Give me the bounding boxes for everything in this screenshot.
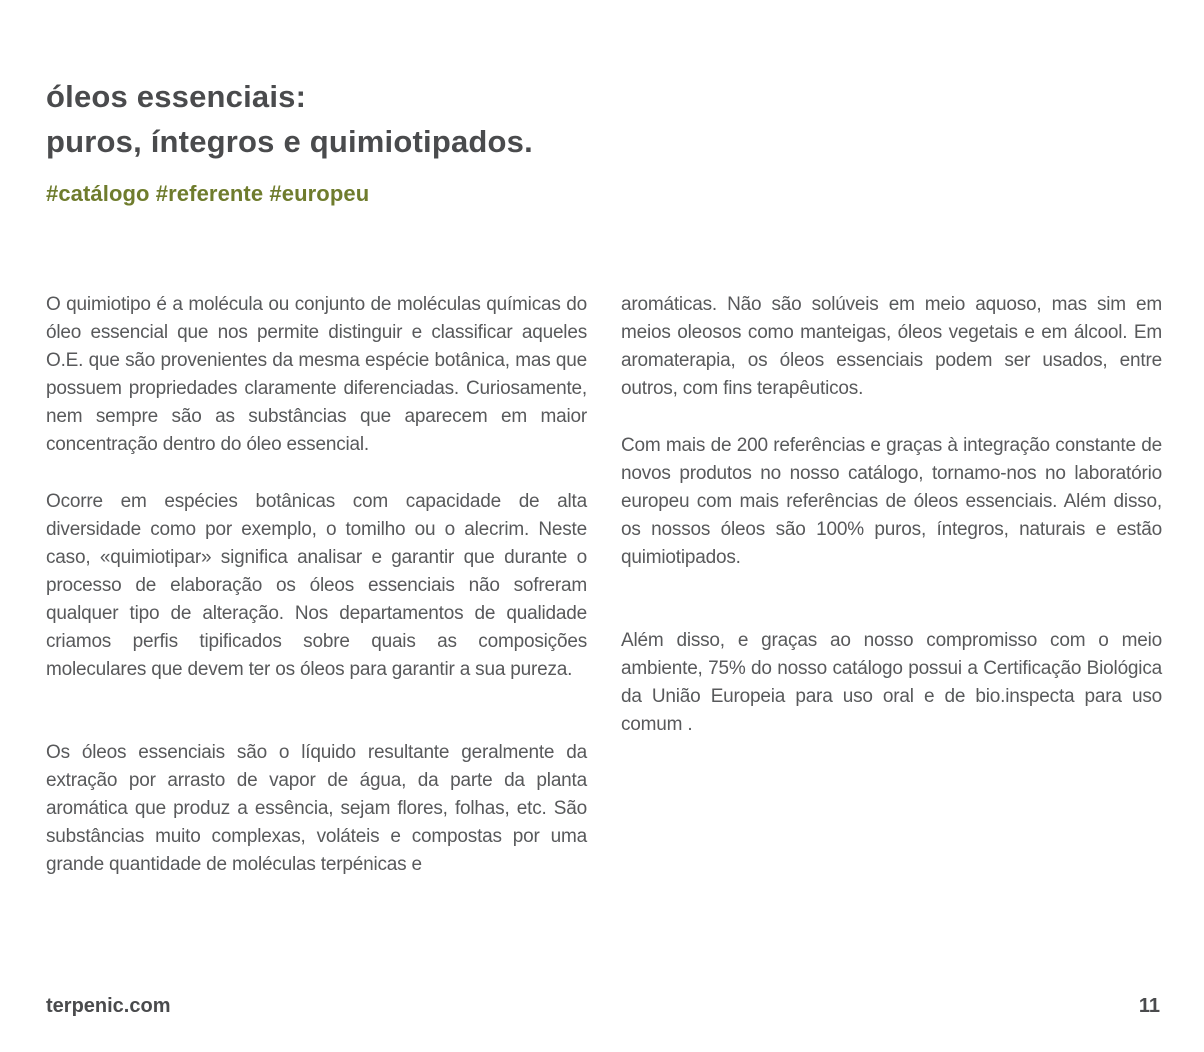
hashtags: #catálogo #referente #europeu bbox=[46, 181, 370, 206]
body-paragraph: Os óleos essenciais são o líquido resultante geralmente da extração por arrasto de vapor de água, da parte da planta aromática que produz a essência, sejam flores, folhas, etc. São substâncias muito complexas, voláteis e compostas por uma grande quantidade de moléculas terpénicas e bbox=[46, 742, 587, 875]
body-paragraph: Ocorre em espécies botânicas com capacidade de alta diversidade como por exemplo, o tomilho ou o alecrim. Neste caso, «quimiotipar» significa analisar e garantir que durante o processo de elaboração os óleos essenciais não sofreram qualquer tipo de alteração. Nos departamentos de qualidade criamos perfis tipificados sobre quais as composições moleculares que devem ter os óleos para garantir a sua pureza. bbox=[46, 491, 587, 680]
page-title bbox=[46, 74, 533, 164]
body-paragraph: Além disso, e graças ao nosso compromisso com o meio ambiente, 75% do nosso catálogo possui a Certificação Biológica da União Europeia para uso oral e de bio.inspecta para uso comum . bbox=[621, 630, 1162, 735]
body-paragraph: O quimiotipo é a molécula ou conjunto de moléculas químicas do óleo essencial que nos permite distinguir e classificar aqueles O.E. que são provenientes da mesma espécie botânica, mas que possuem propriedades claramente diferenciadas. Curiosamente, nem sempre são as substâncias que aparecem em maior concentração dentro do óleo essencial. bbox=[46, 294, 587, 455]
website-label: terpenic.com bbox=[46, 995, 171, 1017]
page-footer bbox=[46, 995, 1160, 1018]
left-column bbox=[46, 291, 587, 879]
body-paragraph: aromáticas. Não são solúveis em meio aquoso, mas sim em meios oleosos como manteigas, óleos vegetais e em álcool. Em aromaterapia, os óleos essenciais podem ser usados, entre outros, com fins terapêuticos. bbox=[621, 294, 1162, 399]
page-title-line2: puros, íntegros e quimiotipados. bbox=[46, 124, 533, 159]
page-header bbox=[46, 74, 533, 207]
page-number: 11 bbox=[1138, 995, 1160, 1017]
page-title-line1: óleos essenciais: bbox=[46, 79, 307, 114]
right-column bbox=[621, 291, 1162, 879]
body-paragraph: Com mais de 200 referências e graças à integração constante de novos produtos no nosso catálogo, tornamo-nos no laboratório europeu com mais referências de óleos essenciais. Além disso, os nossos óleos são 100% puros, íntegros, naturais e estão quimiotipados. bbox=[621, 435, 1162, 568]
body-content bbox=[46, 291, 1162, 879]
